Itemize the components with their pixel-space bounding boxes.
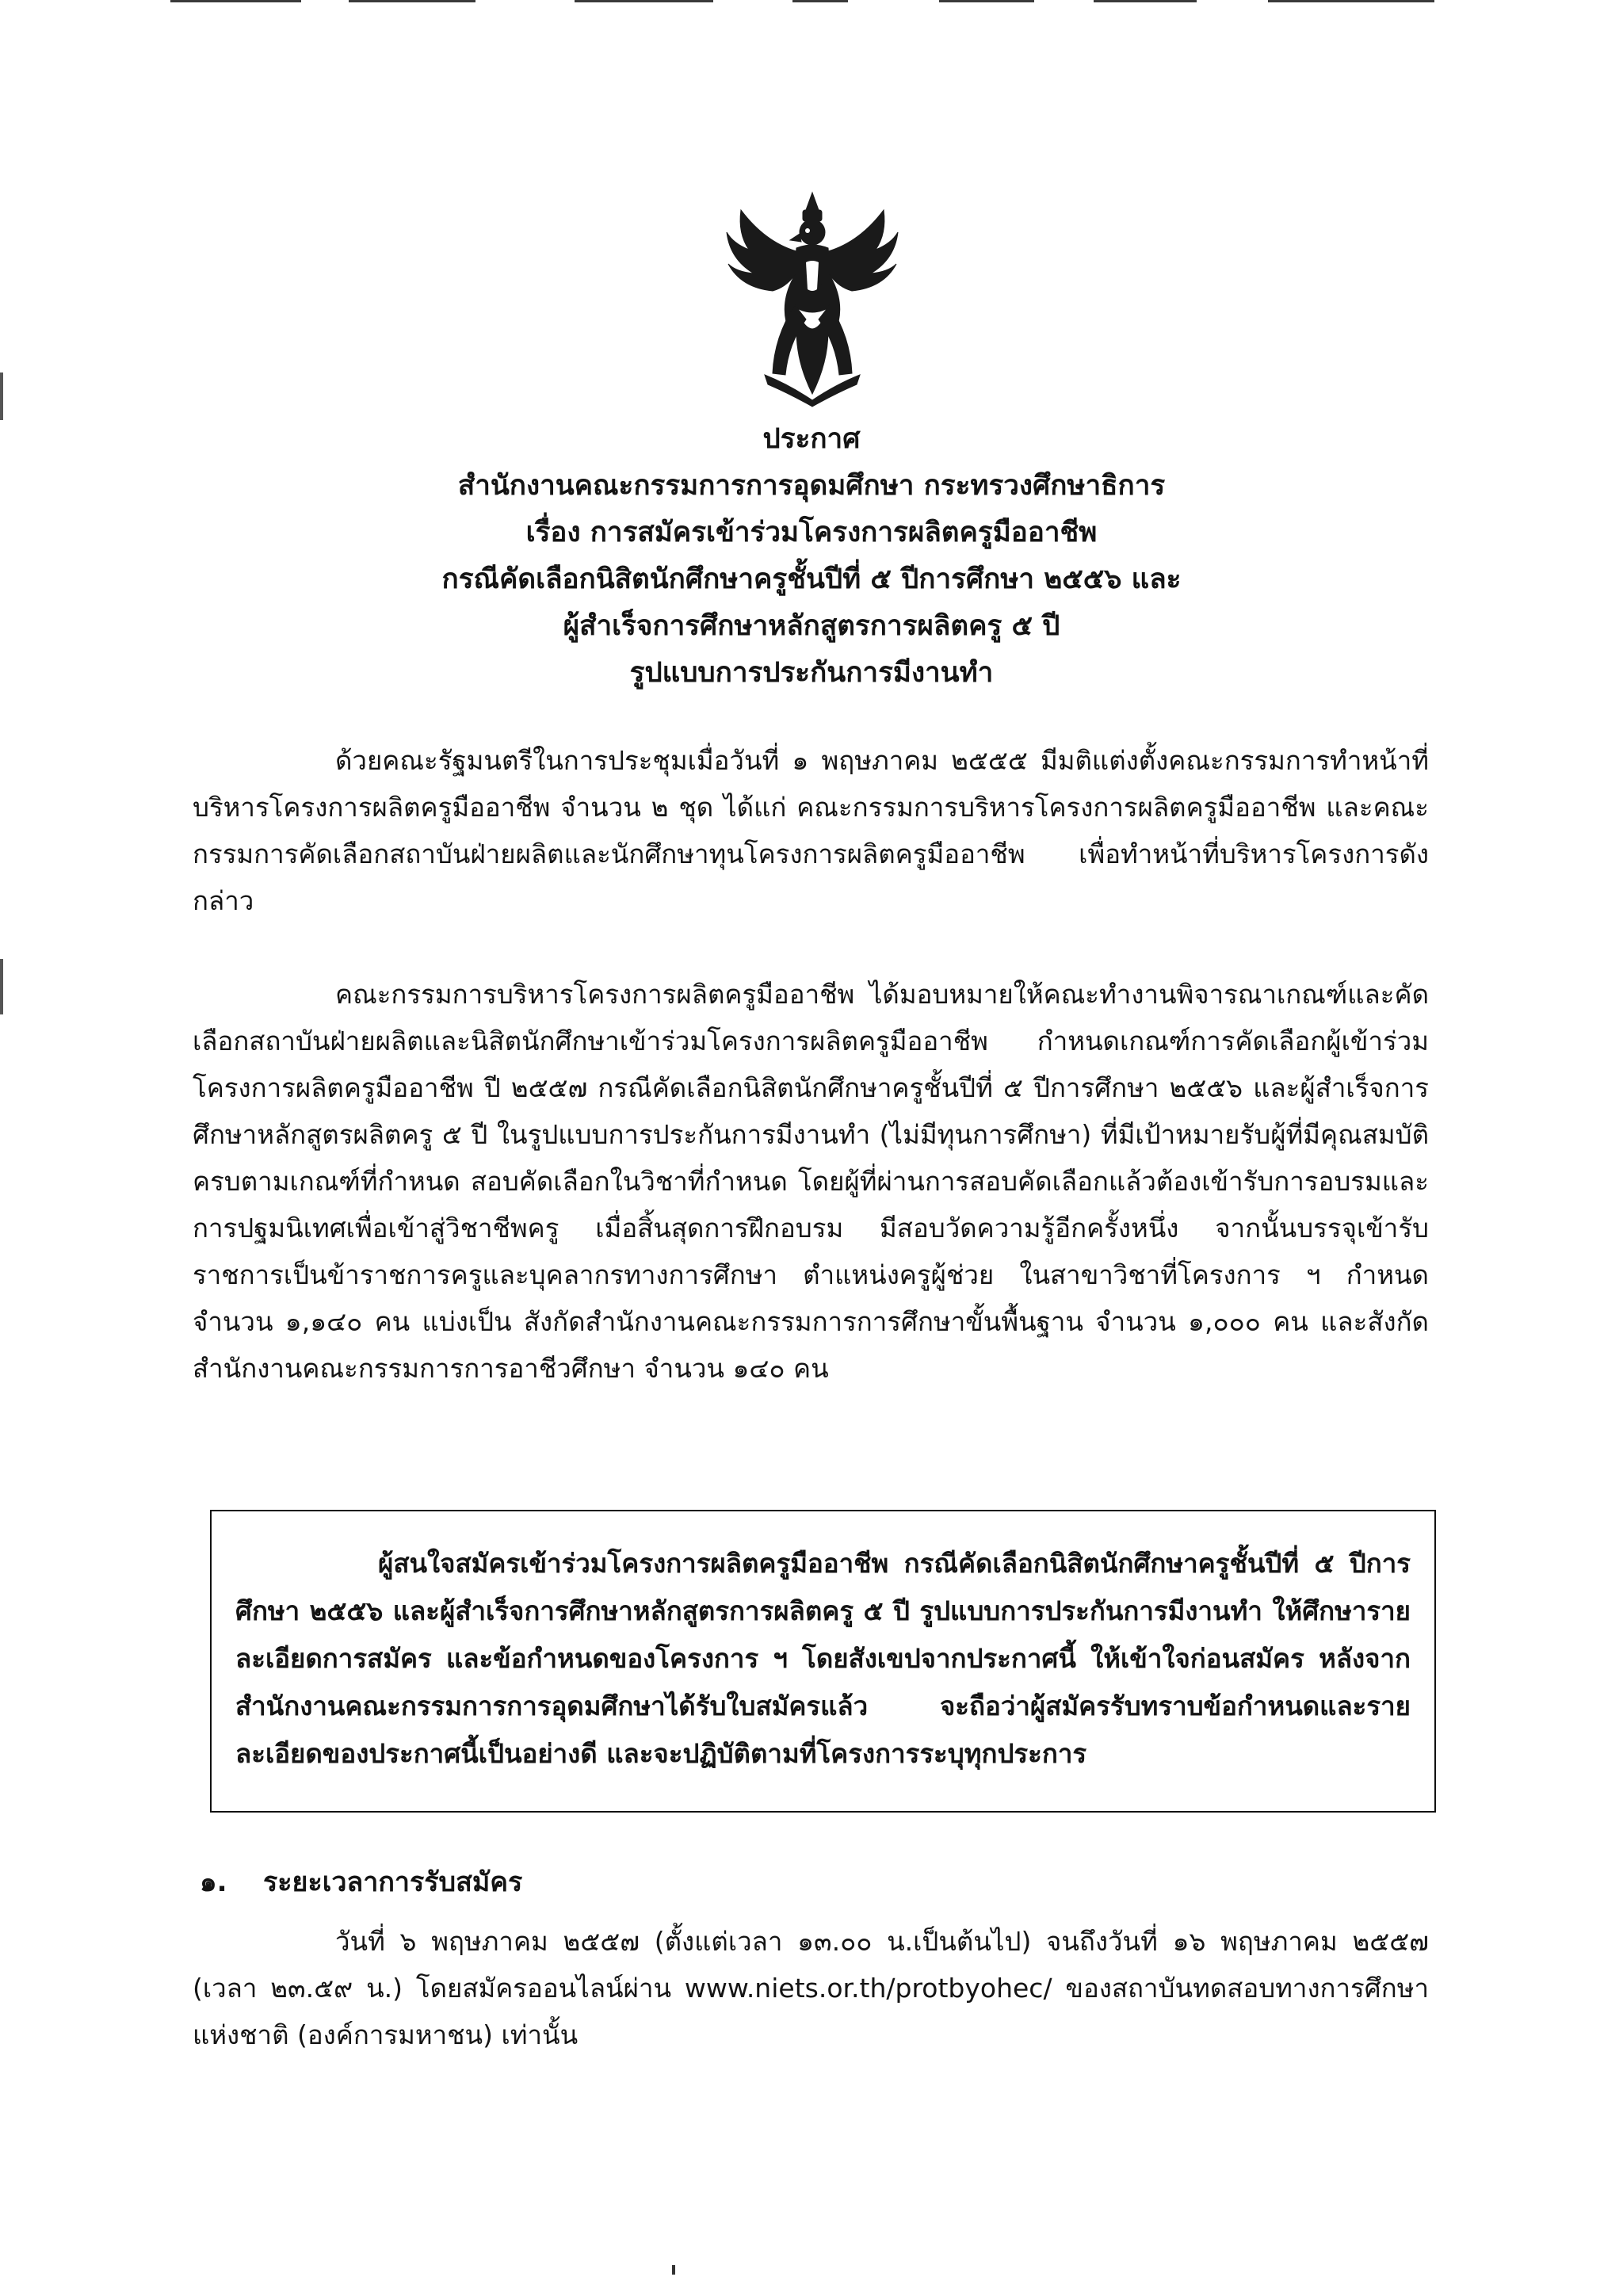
garuda-emblem-icon [717,186,907,408]
scan-edge-line [792,0,848,2]
scan-edge-mark [0,372,3,420]
heading-line: เรื่อง การสมัครเข้าร่วมโครงการผลิตครูมืออาชีพ [525,517,1098,548]
section-title-text: ระยะเวลาการรับสมัคร [263,1866,523,1898]
notice-text: ผู้สนใจสมัครเข้าร่วมโครงการผลิตครูมืออาชีพ กรณีคัดเลือกนิสิตนักศึกษาครูชั้นปีที่ ๕ ปีการศึกษา ๒๕๕๖ และผู้สำเร็จการศึกษาหลักสูตรการผลิตครู ๕ ปี รูปแบบการประกันการมีงานทำ ให้ศึกษารายละเอียดการสมัคร และข้อกำหนดของโครงการ ฯ โดยสังเขปจากประกาศนี้ ให้เข้าใจก่อนสมัคร หลังจากสำนักงานคณะกรรมการการอุดมศึกษาได้รับใบสมัครแล้ว จะถือว่าผู้สมัครรับทราบข้อกำหนดและรายละเอียดของประกาศนี้เป็นอย่างดี และจะปฏิบัติตามที่โครงการระบุทุกประการ [235,1548,1411,1769]
notice-box [210,1510,1436,1813]
scan-edge-line [1268,0,1434,2]
announcement-heading [238,416,1385,697]
section-body: วันที่ ๖ พฤษภาคม ๒๕๕๗ (ตั้งแต่เวลา ๑๓.๐๐ น.เป็นต้นไป) จนถึงวันที่ ๑๖ พฤษภาคม ๒๕๕๗ (เวลา ๒๓.๕๙ น.) โดยสมัครออนไลน์ผ่าน www.niets.or.th/protbyohec/ ของสถาบันทดสอบทางการศึกษาแห่งชาติ (องค์การมหาชน) เท่านั้น [193,1926,1429,2050]
body-paragraph: คณะกรรมการบริหารโครงการผลิตครูมืออาชีพ ได้มอบหมายให้คณะทำงานพิจารณาเกณฑ์และคัดเลือกสถาบันฝ่ายผลิตและนิสิตนักศึกษาเข้าร่วมโครงการผลิตครูมืออาชีพ กำหนดเกณฑ์การคัดเลือกผู้เข้าร่วมโครงการผลิตครูมืออาชีพ ปี ๒๕๕๗ กรณีคัดเลือกนิสิตนักศึกษาครูชั้นปีที่ ๕ ปีการศึกษา ๒๕๕๖ และผู้สำเร็จการศึกษาหลักสูตรผลิตครู ๕ ปี ในรูปแบบการประกันการมีงานทำ (ไม่มีทุนการศึกษา) ที่มีเป้าหมายรับผู้ที่มีคุณสมบัติครบตามเกณฑ์ที่กำหนด สอบคัดเลือกในวิชาที่กำหนด โดยผู้ที่ผ่านการสอบคัดเลือกแล้วต้องเข้ารับการอบรมและการปฐมนิเทศเพื่อเข้าสู่วิชาชีพครู เมื่อสิ้นสุดการฝึกอบรม มีสอบวัดความรู้อีกครั้งหนึ่ง จากนั้นบรรจุเข้ารับราชการเป็นข้าราชการครูและบุคลากรทางการศึกษา ตำแหน่งครูผู้ช่วย ในสาขาวิชาที่โครงการ ฯ กำหนด จำนวน ๑,๑๔๐ คน แบ่งเป็น สังกัดสำนักงานคณะกรรมการการศึกษาขั้นพื้นฐาน จำนวน ๑,๐๐๐ คน และสังกัดสำนักงานคณะกรรมการการอาชีวศึกษา จำนวน ๑๔๐ คน [193,979,1429,1384]
heading-line: รูปแบบการประกันการมีงานทำ [629,657,994,689]
body-paragraph: ด้วยคณะรัฐมนตรีในการประชุมเมื่อวันที่ ๑ พฤษภาคม ๒๕๕๕ มีมติแต่งตั้งคณะกรรมการทำหน้าที่บริหารโครงการผลิตครูมืออาชีพ จำนวน ๒ ชุด ได้แก่ คณะกรรมการบริหารโครงการผลิตครูมืออาชีพ และคณะกรรมการคัดเลือกสถาบันฝ่ายผลิตและนักศึกษาทุนโครงการผลิตครูมืออาชีพ เพื่อทำหน้าที่บริหารโครงการดังกล่าว [193,745,1429,916]
heading-line: ผู้สำเร็จการศึกษาหลักสูตรการผลิตครู ๕ ปี [563,610,1060,642]
heading-line: สำนักงานคณะกรรมการการอุดมศึกษา กระทรวงศึกษาธิการ [457,470,1166,502]
scan-edge-line [349,0,475,2]
scan-edge-line [170,0,301,2]
heading-line: กรณีคัดเลือกนิสิตนักศึกษาครูชั้นปีที่ ๕ ปีการศึกษา ๒๕๕๖ และ [441,563,1182,595]
scan-edge-line [575,0,713,2]
scan-edge-line [1094,0,1197,2]
heading-line: ประกาศ [762,423,861,455]
section-title [200,1860,522,1903]
scan-edge-mark [0,959,3,1014]
scan-speck [672,2265,675,2275]
section-number: ๑. [200,1866,227,1898]
scan-edge-line [939,0,1034,2]
